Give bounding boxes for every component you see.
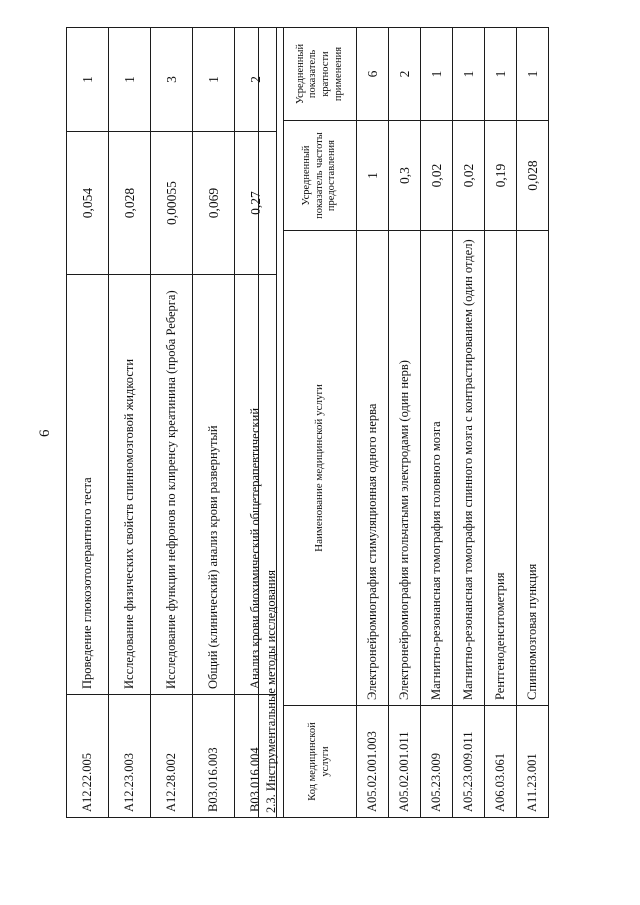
frequency-value: 0,00055 — [151, 132, 193, 275]
header-multiplicity: Усредненный показатель кратности применения — [284, 28, 357, 121]
table-row — [151, 28, 193, 818]
table-row — [109, 28, 151, 818]
frequency-value: 0,069 — [193, 132, 235, 275]
multiplicity-value: 6 — [357, 28, 389, 121]
table-row — [485, 28, 517, 818]
multiplicity-value: 1 — [517, 28, 549, 121]
table-row — [453, 28, 485, 818]
service-name: Электронейромиография стимуляционная одного нерва — [357, 231, 389, 706]
service-name: Спинномозговая пункция — [517, 231, 549, 706]
multiplicity-value: 1 — [453, 28, 485, 121]
multiplicity-value: 1 — [193, 28, 235, 132]
multiplicity-value: 3 — [151, 28, 193, 132]
page-number: 6 — [37, 429, 53, 437]
header-name: Наименование медицинской услуги — [284, 231, 357, 706]
multiplicity-value: 2 — [389, 28, 421, 121]
service-name: Проведение глюкозотолерантного теста — [67, 275, 109, 695]
multiplicity-value: 2 — [235, 28, 277, 132]
service-name: Общий (клинический) анализ крови развернутый — [193, 275, 235, 695]
table-row — [193, 28, 235, 818]
frequency-value: 1 — [357, 121, 389, 231]
frequency-value: 0,054 — [67, 132, 109, 275]
service-name: Анализ крови биохимический общетерапевтический — [235, 275, 277, 695]
table-row — [389, 28, 421, 818]
service-code: A05.02.001.003 — [357, 706, 389, 818]
frequency-value: 0,02 — [421, 121, 453, 231]
instrumental-methods-table — [258, 27, 549, 818]
service-name: Исследование физических свойств спинномозговой жидкости — [109, 275, 151, 695]
service-code: A12.28.002 — [151, 695, 193, 818]
lab-services-table — [66, 27, 277, 818]
frequency-value: 0,19 — [485, 121, 517, 231]
service-name: Магнитно-резонансная томография головного мозга — [421, 231, 453, 706]
table-header-row — [284, 28, 357, 818]
service-code: A05.23.009 — [421, 706, 453, 818]
frequency-value: 0,27 — [235, 132, 277, 275]
frequency-value: 0,028 — [517, 121, 549, 231]
table-row — [67, 28, 109, 818]
multiplicity-value: 1 — [67, 28, 109, 132]
service-code: A05.02.001.011 — [389, 706, 421, 818]
table-row — [421, 28, 453, 818]
service-code: A11.23.001 — [517, 706, 549, 818]
frequency-value: 0,02 — [453, 121, 485, 231]
service-name: Электронейромиография игольчатыми электродами (один нерв) — [389, 231, 421, 706]
section-caption: 2.3. Инструментальные методы исследования — [259, 28, 284, 818]
service-code: B03.016.003 — [193, 695, 235, 818]
header-code: Код медицинской услуги — [284, 706, 357, 818]
service-code: A06.03.061 — [485, 706, 517, 818]
service-code: A12.22.005 — [67, 695, 109, 818]
service-code: A12.23.003 — [109, 695, 151, 818]
multiplicity-value: 1 — [109, 28, 151, 132]
frequency-value: 0,028 — [109, 132, 151, 275]
service-name: Магнитно-резонансная томография спинного мозга с контрастированием (один отдел) — [453, 231, 485, 706]
table-row — [357, 28, 389, 818]
multiplicity-value: 1 — [421, 28, 453, 121]
service-name: Исследование функции нефронов по клиренсу креатинина (проба Реберга) — [151, 275, 193, 695]
header-frequency: Усредненный показатель частоты предоставления — [284, 121, 357, 231]
multiplicity-value: 1 — [485, 28, 517, 121]
service-code: A05.23.009.011 — [453, 706, 485, 818]
table-row — [517, 28, 549, 818]
frequency-value: 0,3 — [389, 121, 421, 231]
service-code: B03.016.004 — [235, 695, 277, 818]
service-name: Рентгеноденситометрия — [485, 231, 517, 706]
